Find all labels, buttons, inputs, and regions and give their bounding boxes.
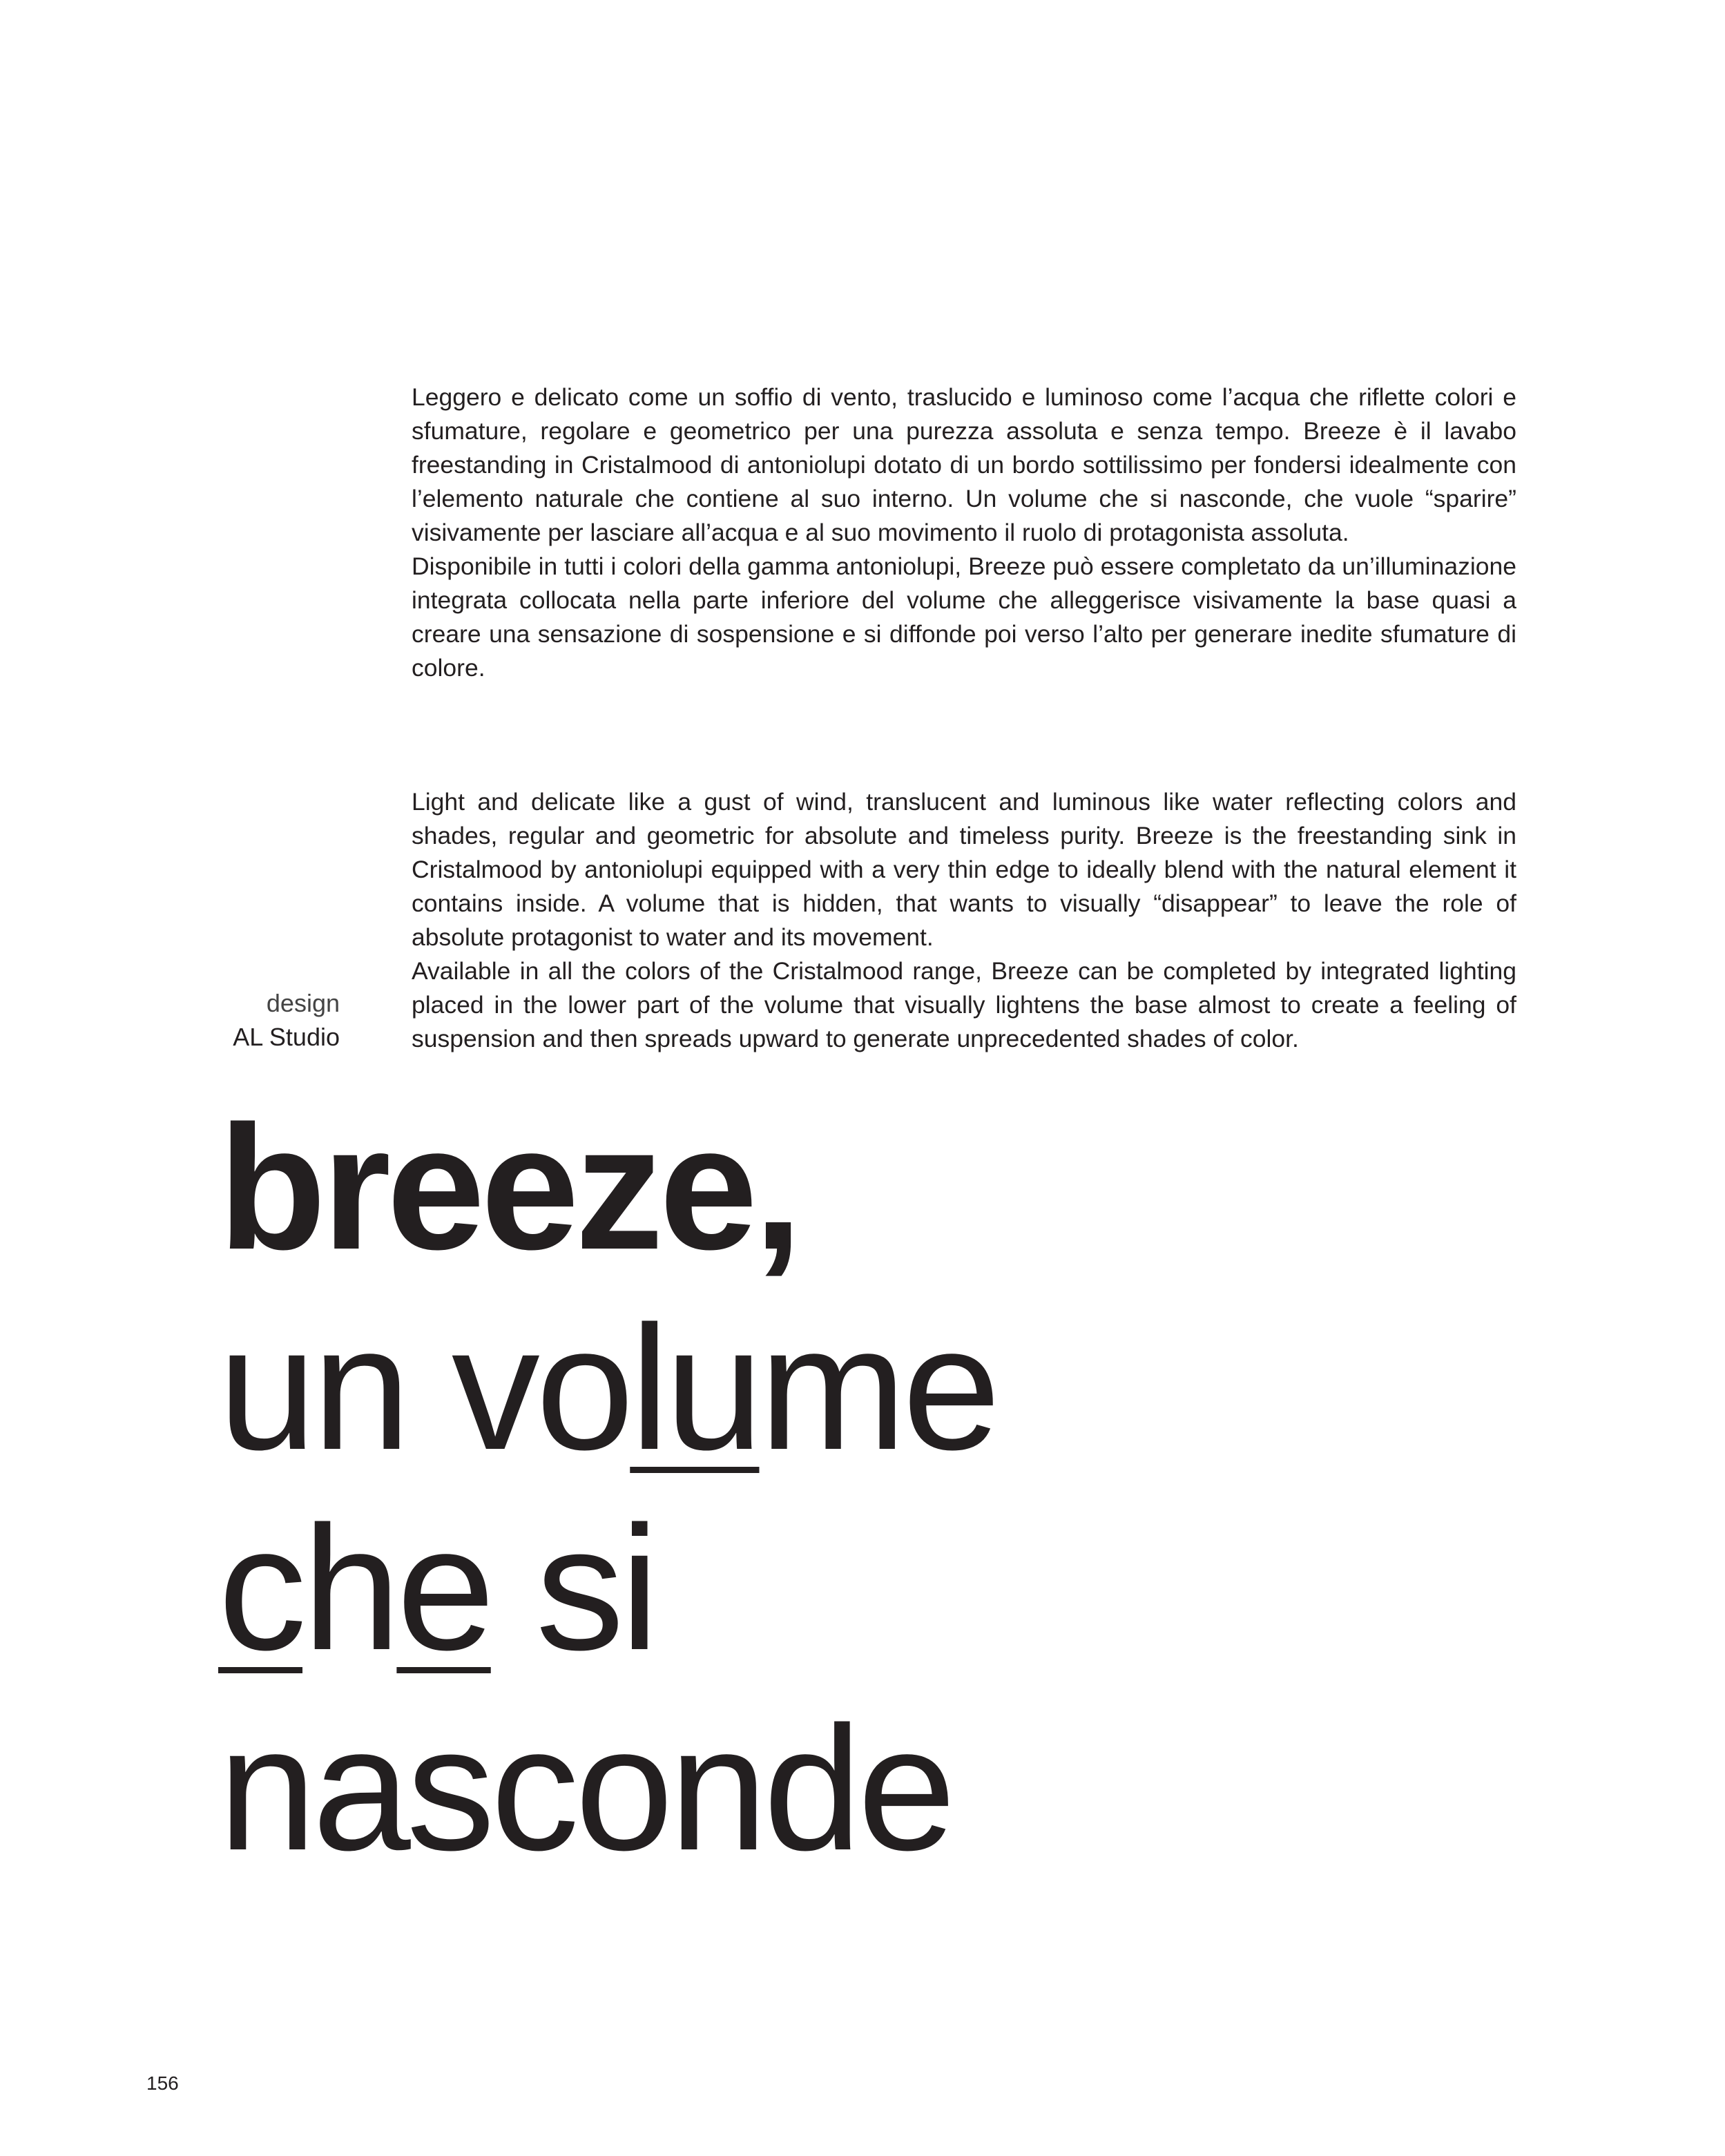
headline-line-3-underlined-1: c [218, 1490, 302, 1687]
headline-line-2-part-3: me [759, 1289, 997, 1487]
headline-title: breeze, [218, 1089, 799, 1287]
headline-line-2-underlined: lu [630, 1289, 760, 1487]
english-description [412, 785, 1516, 1056]
design-label: design [266, 989, 340, 1017]
italian-description [412, 381, 1516, 685]
design-credit [233, 986, 340, 1054]
designer-name: AL Studio [233, 1023, 340, 1051]
headline-line-4: nasconde [218, 1690, 952, 1887]
headline-line-3-part-2: h [302, 1490, 397, 1687]
italian-paragraph-1: Leggero e delicato come un soffio di vento, traslucido e luminoso come l’acqua che riflette colori e sfumature, regolare e geometrico per una purezza assoluta e senza tempo. Breeze è il lavabo freestanding in Cristalmood di antoniolupi dotato di un bordo sottilissimo per fondersi idealmente con l’elemento naturale che contiene al suo interno. Un volume che si nasconde, che vuole “sparire” visivamente per lasciare all’acqua e al suo movimento il ruolo di protagonista assoluta. [412, 383, 1516, 546]
headline [218, 1088, 996, 1889]
english-paragraph-2: Available in all the colors of the Cristalmood range, Breeze can be completed by integrated lighting placed in the lower part of the volume that visually lightens the base almost to create a feeling of suspension and then spreads upward to generate unprecedented shades of color. [412, 957, 1516, 1052]
headline-line-3 [218, 1488, 996, 1688]
english-paragraph-1: Light and delicate like a gust of wind, translucent and luminous like water reflecting colors and shades, regular and geometric for absolute and timeless purity. Breeze is the freestanding sink in Cristalmood by antoniolupi equipped with a very thin edge to ideally blend with the natural element it contains inside. A volume that is hidden, that wants to visually “disappear” to leave the role of absolute protagonist to water and its movement. [412, 788, 1516, 951]
headline-line-2-part-1: un vo [218, 1289, 630, 1487]
page-number: 156 [146, 2072, 179, 2094]
italian-paragraph-2: Disponibile in tutti i colori della gamma antoniolupi, Breeze può essere completato da un’illuminazione integrata collocata nella parte inferiore del volume che alleggerisce visivamente la base quasi a creare una sensazione di sospensione e si diffonde poi verso l’alto per generare inedite sfumature di colore. [412, 552, 1516, 682]
headline-line-2 [218, 1288, 996, 1488]
headline-line-3-part-4: si [490, 1490, 655, 1687]
headline-line-3-underlined-2: e [396, 1490, 491, 1687]
